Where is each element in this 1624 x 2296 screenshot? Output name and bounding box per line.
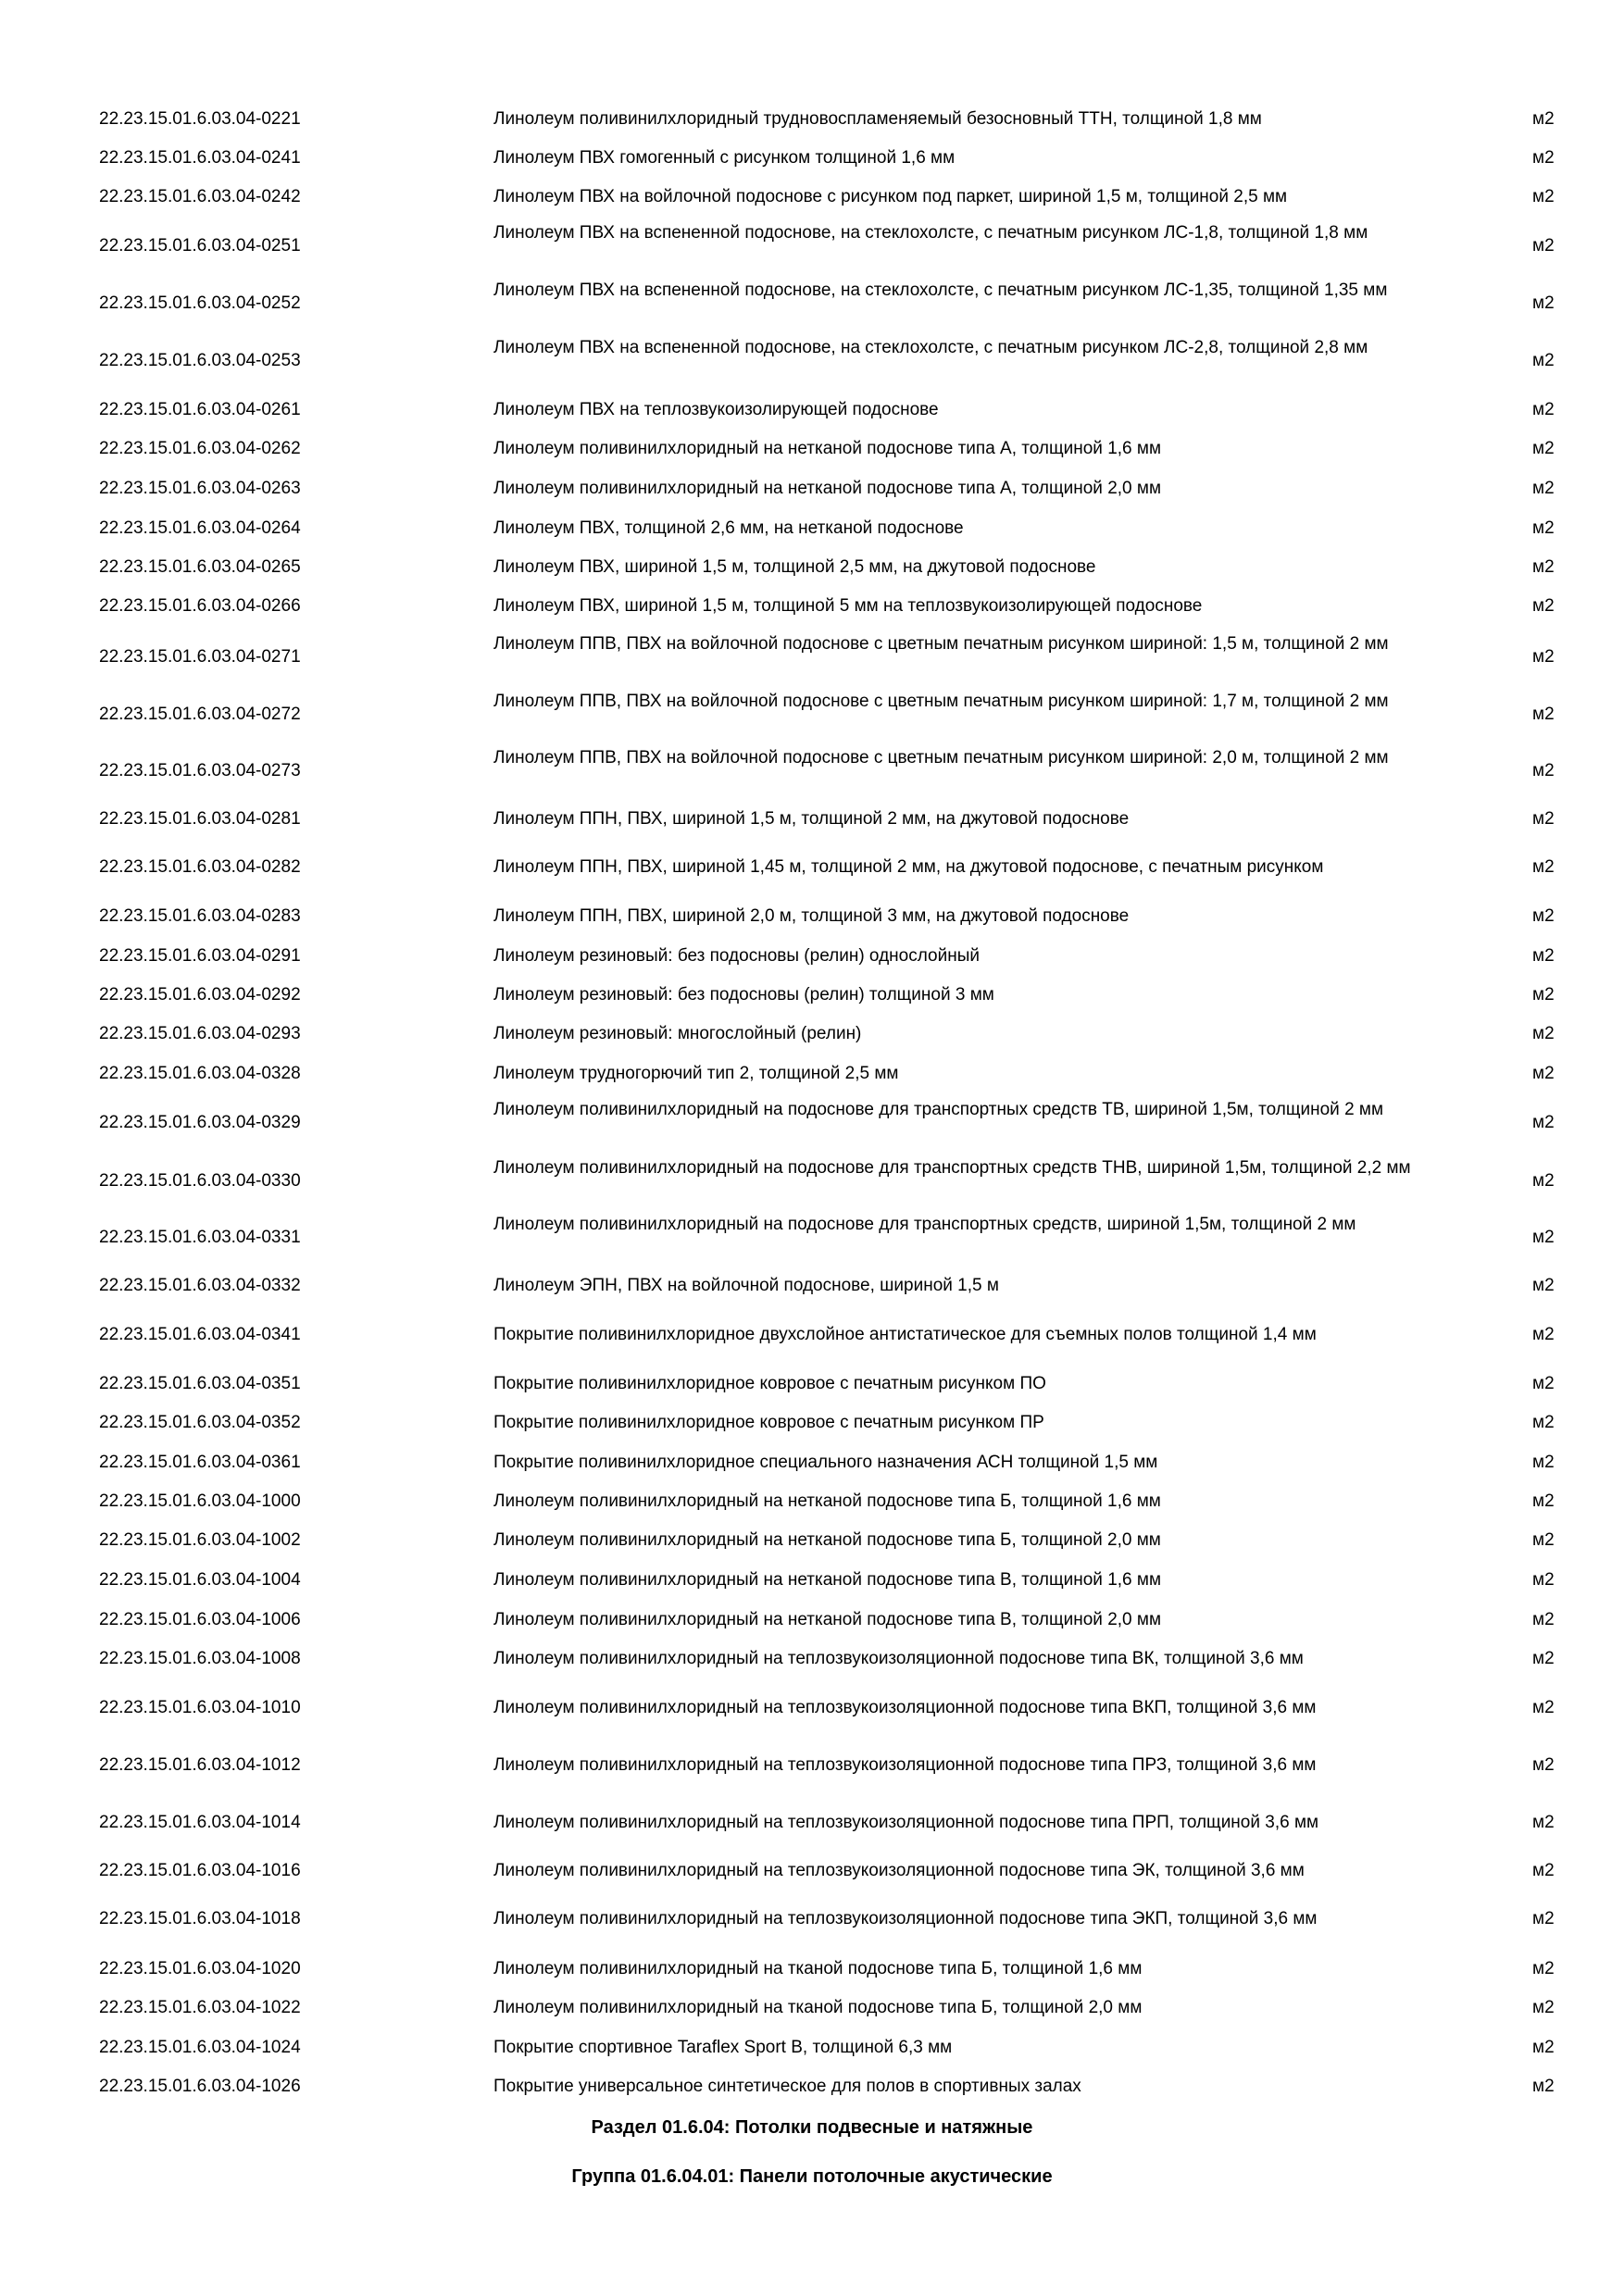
row-unit: м2 — [1532, 400, 1555, 419]
row-unit: м2 — [1532, 518, 1555, 538]
table-row — [0, 396, 1624, 424]
table-row — [0, 2073, 1624, 2101]
table-row — [0, 183, 1624, 211]
row-unit: м2 — [1532, 1374, 1555, 1393]
row-code: 22.23.15.01.6.03.04-0262 — [99, 439, 301, 458]
row-unit: м2 — [1532, 109, 1555, 129]
row-code: 22.23.15.01.6.03.04-0330 — [99, 1171, 301, 1191]
table-row — [0, 334, 1624, 388]
row-code: 22.23.15.01.6.03.04-0352 — [99, 1413, 301, 1432]
row-name: Линолеум поливинилхлоридный на нетканой подоснове типа Б, толщиной 2,0 мм — [493, 1530, 1161, 1550]
table-row — [0, 1809, 1624, 1837]
row-name: Покрытие поливинилхлоридное ковровое с печатным рисунком ПО — [493, 1374, 1046, 1393]
table-row — [0, 1527, 1624, 1554]
table-row — [0, 593, 1624, 620]
row-name: Линолеум поливинилхлоридный на нетканой подоснове типа Б, толщиной 1,6 мм — [493, 1491, 1161, 1511]
row-code: 22.23.15.01.6.03.04-0361 — [99, 1453, 301, 1472]
row-unit: м2 — [1532, 647, 1555, 667]
row-unit: м2 — [1532, 946, 1555, 966]
row-name: Линолеум ПВХ на теплозвукоизолирующей подоснове — [493, 400, 939, 419]
row-name: Линолеум ППВ, ПВХ на войлочной подоснове с цветным печатным рисунком шириной: 1,5 м, толщиной 2 мм — [493, 634, 1389, 654]
row-name: Линолеум поливинилхлоридный на подоснове для транспортных средств ТНВ, шириной 1,5м, толщиной 2,2 мм — [493, 1158, 1411, 1178]
row-code: 22.23.15.01.6.03.04-1008 — [99, 1649, 301, 1668]
table-row — [0, 1154, 1624, 1208]
row-name: Линолеум ППН, ПВХ, шириной 1,45 м, толщиной 2 мм, на джутовой подоснове, с печатным рисунком — [493, 857, 1324, 877]
row-code: 22.23.15.01.6.03.04-0332 — [99, 1276, 301, 1295]
row-unit: м2 — [1532, 1453, 1555, 1472]
table-row — [0, 1060, 1624, 1088]
table-row — [0, 1994, 1624, 2022]
row-unit: м2 — [1532, 351, 1555, 370]
row-name: Покрытие универсальное синтетическое для полов в спортивных залах — [493, 2077, 1081, 2096]
row-unit: м2 — [1532, 1610, 1555, 1629]
row-name: Линолеум ПВХ гомогенный с рисунком толщиной 1,6 мм — [493, 148, 956, 168]
row-code: 22.23.15.01.6.03.04-0282 — [99, 857, 301, 877]
row-name: Линолеум резиновый: без подосновы (релин) однослойный — [493, 946, 980, 966]
row-unit: м2 — [1532, 1325, 1555, 1344]
row-unit: м2 — [1532, 236, 1555, 256]
row-unit: м2 — [1532, 1491, 1555, 1511]
table-row — [0, 903, 1624, 930]
row-name: Покрытие спортивное Taraflex Sport B, толщиной 6,3 мм — [493, 2038, 953, 2057]
row-code: 22.23.15.01.6.03.04-0272 — [99, 705, 301, 724]
table-row — [0, 475, 1624, 503]
table-row — [0, 1645, 1624, 1673]
row-name: Линолеум поливинилхлоридный на нетканой подоснове типа А, толщиной 2,0 мм — [493, 479, 1162, 498]
table-row — [0, 854, 1624, 881]
row-name: Линолеум ПВХ на вспененной подоснове, на стеклохолсте, с печатным рисунком ЛС-2,8, толщиной 2,8 мм — [493, 338, 1368, 357]
row-unit: м2 — [1532, 1909, 1555, 1928]
row-name: Линолеум ПВХ на войлочной подоснове с рисунком под паркет, шириной 1,5 м, толщиной 2,5 мм — [493, 187, 1288, 206]
row-code: 22.23.15.01.6.03.04-0265 — [99, 557, 301, 577]
row-code: 22.23.15.01.6.03.04-0328 — [99, 1064, 301, 1083]
row-name: Линолеум ППН, ПВХ, шириной 1,5 м, толщиной 2 мм, на джутовой подоснове — [493, 809, 1130, 829]
row-code: 22.23.15.01.6.03.04-1024 — [99, 2038, 301, 2057]
row-code: 22.23.15.01.6.03.04-1016 — [99, 1861, 301, 1880]
row-code: 22.23.15.01.6.03.04-0351 — [99, 1374, 301, 1393]
table-row — [0, 942, 1624, 970]
row-code: 22.23.15.01.6.03.04-0251 — [99, 236, 301, 256]
row-unit: м2 — [1532, 1649, 1555, 1668]
row-unit: м2 — [1532, 809, 1555, 829]
table-row — [0, 515, 1624, 543]
table-row — [0, 219, 1624, 273]
row-name: Линолеум поливинилхлоридный на теплозвукоизоляционной подоснове типа ПРЗ, толщиной 3,6 мм — [493, 1755, 1317, 1775]
row-unit: м2 — [1532, 985, 1555, 1004]
row-code: 22.23.15.01.6.03.04-1002 — [99, 1530, 301, 1550]
row-code: 22.23.15.01.6.03.04-0263 — [99, 479, 301, 498]
row-code: 22.23.15.01.6.03.04-0253 — [99, 351, 301, 370]
row-code: 22.23.15.01.6.03.04-1020 — [99, 1959, 301, 1978]
row-unit: м2 — [1532, 906, 1555, 926]
row-unit: м2 — [1532, 857, 1555, 877]
row-name: Линолеум поливинилхлоридный на подоснове для транспортных средств ТВ, шириной 1,5м, толщиной 2 мм — [493, 1100, 1384, 1119]
table-row — [0, 106, 1624, 133]
table-row — [0, 1752, 1624, 1779]
row-code: 22.23.15.01.6.03.04-0261 — [99, 400, 301, 419]
row-code: 22.23.15.01.6.03.04-1022 — [99, 1998, 301, 2017]
row-unit: м2 — [1532, 1530, 1555, 1550]
row-unit: м2 — [1532, 1570, 1555, 1590]
table-row — [0, 805, 1624, 833]
row-name: Линолеум поливинилхлоридный на теплозвукоизоляционной подоснове типа ЭК, толщиной 3,6 мм — [493, 1861, 1305, 1880]
row-code: 22.23.15.01.6.03.04-0221 — [99, 109, 301, 129]
row-unit: м2 — [1532, 1276, 1555, 1295]
table-row — [0, 1211, 1624, 1265]
row-unit: м2 — [1532, 705, 1555, 724]
row-code: 22.23.15.01.6.03.04-0329 — [99, 1113, 301, 1132]
table-row — [0, 744, 1624, 798]
row-code: 22.23.15.01.6.03.04-1012 — [99, 1755, 301, 1775]
row-name: Линолеум поливинилхлоридный на теплозвукоизоляционной подоснове типа ВК, толщиной 3,6 мм — [493, 1649, 1304, 1668]
row-unit: м2 — [1532, 761, 1555, 780]
table-row — [0, 1449, 1624, 1477]
table-row — [0, 144, 1624, 172]
row-unit: м2 — [1532, 1861, 1555, 1880]
row-name: Линолеум поливинилхлоридный на тканой подоснове типа Б, толщиной 2,0 мм — [493, 1998, 1143, 2017]
row-unit: м2 — [1532, 148, 1555, 168]
row-code: 22.23.15.01.6.03.04-0252 — [99, 293, 301, 313]
row-code: 22.23.15.01.6.03.04-0264 — [99, 518, 301, 538]
row-code: 22.23.15.01.6.03.04-0293 — [99, 1024, 301, 1043]
table-row — [0, 630, 1624, 684]
table-row — [0, 1955, 1624, 1983]
row-code: 22.23.15.01.6.03.04-0291 — [99, 946, 301, 966]
table-row — [0, 277, 1624, 331]
row-code: 22.23.15.01.6.03.04-0283 — [99, 906, 301, 926]
table-row — [0, 1409, 1624, 1437]
row-name: Линолеум поливинилхлоридный на нетканой подоснове типа В, толщиной 2,0 мм — [493, 1610, 1162, 1629]
row-code: 22.23.15.01.6.03.04-0281 — [99, 809, 301, 829]
row-code: 22.23.15.01.6.03.04-1014 — [99, 1813, 301, 1832]
row-unit: м2 — [1532, 1064, 1555, 1083]
row-code: 22.23.15.01.6.03.04-0241 — [99, 148, 301, 168]
row-code: 22.23.15.01.6.03.04-0331 — [99, 1228, 301, 1247]
row-name: Линолеум поливинилхлоридный на нетканой подоснове типа А, толщиной 1,6 мм — [493, 439, 1162, 458]
table-row — [0, 1096, 1624, 1150]
table-row — [0, 1905, 1624, 1933]
row-unit: м2 — [1532, 439, 1555, 458]
row-name: Линолеум поливинилхлоридный на теплозвукоизоляционной подоснове типа ПРП, толщиной 3,6 мм — [493, 1813, 1319, 1832]
row-name: Линолеум поливинилхлоридный трудновоспламеняемый безосновный ТТН, толщиной 1,8 мм — [493, 109, 1262, 129]
row-name: Линолеум ППВ, ПВХ на войлочной подоснове с цветным печатным рисунком шириной: 1,7 м, толщиной 2 мм — [493, 692, 1389, 711]
row-unit: м2 — [1532, 1755, 1555, 1775]
row-name: Линолеум ППВ, ПВХ на войлочной подоснове с цветным печатным рисунком шириной: 2,0 м, толщиной 2 мм — [493, 748, 1389, 767]
row-unit: м2 — [1532, 596, 1555, 616]
row-code: 22.23.15.01.6.03.04-0266 — [99, 596, 301, 616]
table-row — [0, 1370, 1624, 1398]
table-row — [0, 981, 1624, 1009]
table-row — [0, 1020, 1624, 1048]
table-row — [0, 2034, 1624, 2062]
table-row — [0, 1566, 1624, 1594]
row-name: Линолеум ПВХ, шириной 1,5 м, толщиной 2,5 мм, на джутовой подоснове — [493, 557, 1096, 577]
row-name: Линолеум ПВХ, шириной 1,5 м, толщиной 5 мм на теплозвукоизолирующей подоснове — [493, 596, 1203, 616]
table-row — [0, 554, 1624, 581]
row-code: 22.23.15.01.6.03.04-1000 — [99, 1491, 301, 1511]
table-row — [0, 1857, 1624, 1885]
row-unit: м2 — [1532, 1171, 1555, 1191]
row-code: 22.23.15.01.6.03.04-1010 — [99, 1698, 301, 1717]
row-name: Линолеум резиновый: многослойный (релин) — [493, 1024, 862, 1043]
row-unit: м2 — [1532, 1113, 1555, 1132]
row-code: 22.23.15.01.6.03.04-0341 — [99, 1325, 301, 1344]
row-name: Линолеум поливинилхлоридный на теплозвукоизоляционной подоснове типа ЭКП, толщиной 3,6 мм — [493, 1909, 1318, 1928]
row-name: Линолеум ПВХ на вспененной подоснове, на стеклохолсте, с печатным рисунком ЛС-1,35, толщиной 1,35 мм — [493, 281, 1388, 300]
row-unit: м2 — [1532, 1698, 1555, 1717]
section-heading: Раздел 01.6.04: Потолки подвесные и натяжные — [591, 2117, 1033, 2138]
row-unit: м2 — [1532, 187, 1555, 206]
table-row — [0, 1321, 1624, 1349]
row-name: Покрытие поливинилхлоридное двухслойное антистатическое для съемных полов толщиной 1,4 мм — [493, 1325, 1317, 1344]
row-unit: м2 — [1532, 1024, 1555, 1043]
table-row — [0, 1606, 1624, 1634]
row-unit: м2 — [1532, 1413, 1555, 1432]
row-unit: м2 — [1532, 2077, 1555, 2096]
row-unit: м2 — [1532, 557, 1555, 577]
row-unit: м2 — [1532, 1959, 1555, 1978]
row-name: Линолеум ЭПН, ПВХ на войлочной подоснове, шириной 1,5 м — [493, 1276, 999, 1295]
row-code: 22.23.15.01.6.03.04-1006 — [99, 1610, 301, 1629]
row-name: Покрытие поливинилхлоридное ковровое с печатным рисунком ПР — [493, 1413, 1044, 1432]
row-name: Линолеум поливинилхлоридный на подоснове для транспортных средств, шириной 1,5м, толщиной 2 мм — [493, 1215, 1356, 1234]
row-name: Линолеум поливинилхлоридный на нетканой подоснове типа В, толщиной 1,6 мм — [493, 1570, 1162, 1590]
row-name: Линолеум трудногорючий тип 2, толщиной 2,5 мм — [493, 1064, 899, 1083]
row-unit: м2 — [1532, 1998, 1555, 2017]
row-name: Линолеум поливинилхлоридный на тканой подоснове типа Б, толщиной 1,6 мм — [493, 1959, 1143, 1978]
row-unit: м2 — [1532, 1228, 1555, 1247]
row-code: 22.23.15.01.6.03.04-1018 — [99, 1909, 301, 1928]
row-name: Покрытие поливинилхлоридное специального назначения АСН толщиной 1,5 мм — [493, 1453, 1158, 1472]
row-name: Линолеум ППН, ПВХ, шириной 2,0 м, толщиной 3 мм, на джутовой подоснове — [493, 906, 1130, 926]
row-code: 22.23.15.01.6.03.04-0273 — [99, 761, 301, 780]
table-row — [0, 1488, 1624, 1516]
row-code: 22.23.15.01.6.03.04-0242 — [99, 187, 301, 206]
row-unit: м2 — [1532, 293, 1555, 313]
row-name: Линолеум ПВХ на вспененной подоснове, на стеклохолсте, с печатным рисунком ЛС-1,8, толщиной 1,8 мм — [493, 223, 1368, 243]
row-unit: м2 — [1532, 479, 1555, 498]
row-code: 22.23.15.01.6.03.04-1026 — [99, 2077, 301, 2096]
table-row — [0, 1272, 1624, 1300]
row-name: Линолеум поливинилхлоридный на теплозвукоизоляционной подоснове типа ВКП, толщиной 3,6 мм — [493, 1698, 1317, 1717]
row-unit: м2 — [1532, 1813, 1555, 1832]
row-name: Линолеум резиновый: без подосновы (релин) толщиной 3 мм — [493, 985, 994, 1004]
table-row — [0, 1694, 1624, 1722]
row-name: Линолеум ПВХ, толщиной 2,6 мм, на нетканой подоснове — [493, 518, 964, 538]
table-row — [0, 688, 1624, 742]
row-unit: м2 — [1532, 2038, 1555, 2057]
row-code: 22.23.15.01.6.03.04-0271 — [99, 647, 301, 667]
row-code: 22.23.15.01.6.03.04-1004 — [99, 1570, 301, 1590]
table-row — [0, 435, 1624, 463]
row-code: 22.23.15.01.6.03.04-0292 — [99, 985, 301, 1004]
group-heading: Группа 01.6.04.01: Панели потолочные акустические — [571, 2166, 1053, 2187]
